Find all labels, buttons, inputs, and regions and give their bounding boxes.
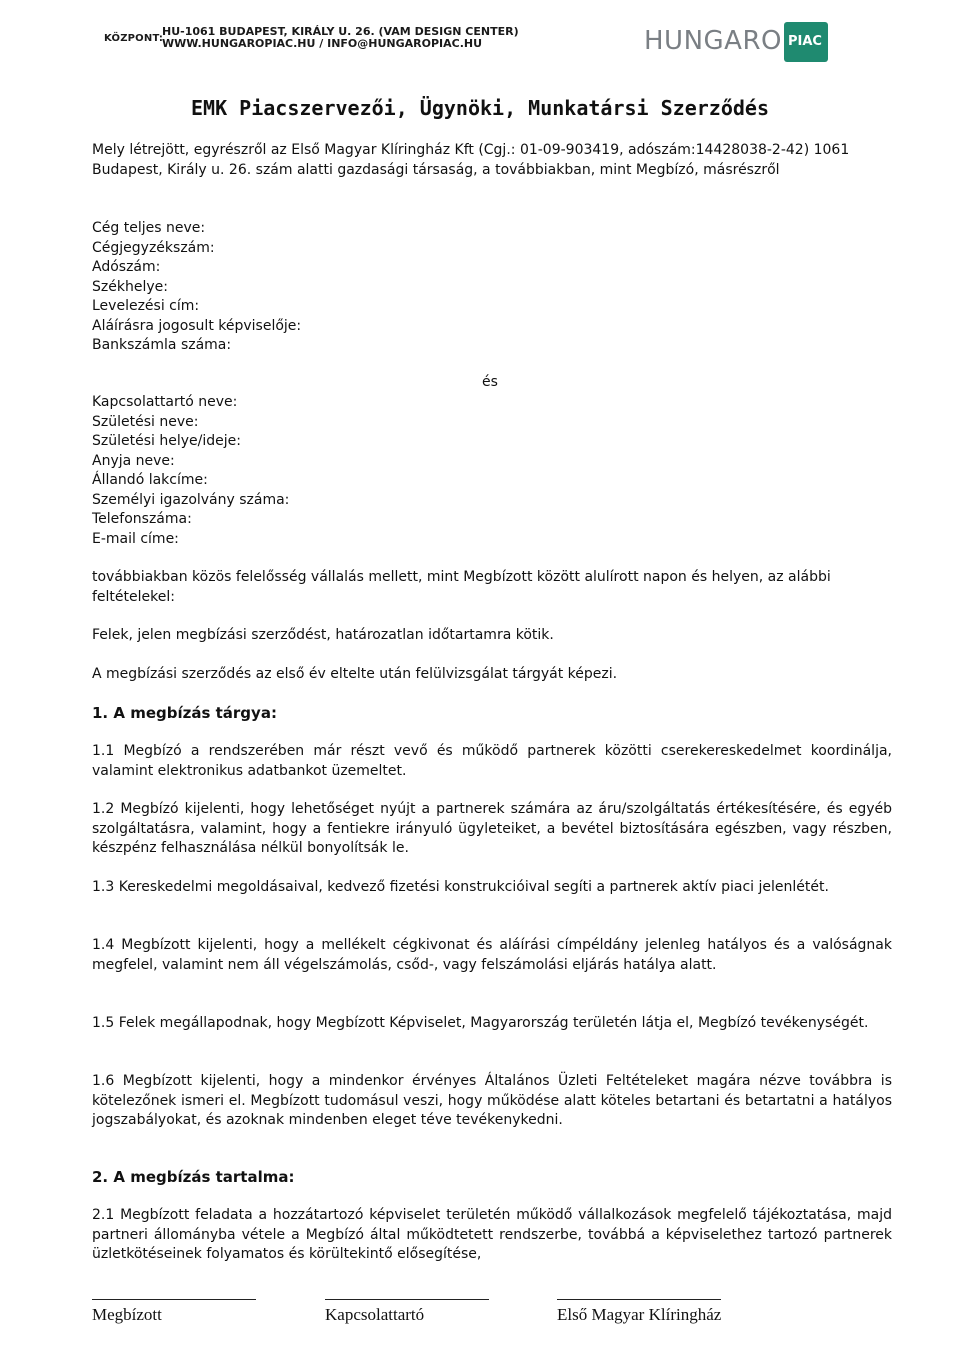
logo-word: HUNGARO	[644, 26, 782, 56]
contact-fields	[92, 393, 289, 549]
and-separator: és	[482, 374, 498, 390]
section-1-4: 1.4 Megbízott kijelenti, hogy a mellékelt cégkivonat és aláírási címpéldány jelenleg hatályos és a valóságnak megfelel, valamint nem áll végelszámolás, csőd-, vagy felszámolási eljárás hatálya alatt.	[92, 937, 892, 973]
signature-line-contact	[325, 1299, 489, 1300]
signature-line-agent	[92, 1299, 256, 1300]
signature-label-clearinghouse: Első Magyar Klíringház	[557, 1305, 722, 1324]
section-1-6: 1.6 Megbízott kijelenti, hogy a mindenkor érvényes Általános Üzleti Feltételeket magára nézve továbbra is kötelezőnek ismeri el. Megbízott tudomásul veszi, hogy működése alatt köteles betartani és betartatni a hatályos jogszabályokat, és azoknak mindenben eleget téve tevékenykedni.	[92, 1073, 892, 1128]
header-label: KÖZPONT:	[104, 33, 164, 44]
logo-box-text: PIAC	[788, 34, 822, 49]
field-mother-name: Anyja neve:	[92, 452, 175, 469]
logo-box	[784, 22, 828, 62]
header-web: WWW.HUNGAROPIAC.HU / INFO@HUNGAROPIAC.HU	[162, 37, 483, 50]
section-1-3: 1.3 Kereskedelmi megoldásaival, kedvező fizetési konstrukcióival segíti a partnerek aktív piaci jelenlétét.	[92, 879, 829, 895]
section-1-heading: 1. A megbízás tárgya:	[92, 704, 277, 722]
section-1-5: 1.5 Felek megállapodnak, hogy Megbízott Képviselet, Magyarország területén látja el, Megbízó tevékenységét.	[92, 1015, 869, 1031]
clause-duration: Felek, jelen megbízási szerződést, határozatlan időtartamra kötik.	[92, 627, 554, 643]
header-lines	[162, 26, 519, 50]
field-phone: Telefonszáma:	[92, 511, 192, 527]
after-fields-paragraph: továbbiakban közös felelősség vállalás mellett, mint Megbízott között alulírott napon és helyen, az alábbi feltételekel:	[92, 569, 831, 605]
hungaropiac-logo	[644, 22, 834, 62]
company-fields	[92, 219, 301, 356]
clause-review: A megbízási szerződés az első év eltelte után felülvizsgálat tárgyát képezi.	[92, 666, 618, 682]
section-1-1: 1.1 Megbízó a rendszerében már részt vevő és működő partnerek közötti cserekereskedelmet koordinálja, valamint elektronikus adatbankot üzemeltet.	[92, 743, 892, 779]
signature-label-agent: Megbízott	[92, 1305, 162, 1324]
field-permanent-address: Állandó lakcíme:	[92, 472, 208, 488]
intro-paragraph: Mely létrejött, egyrészről az Első Magyar Klíringház Kft (Cgj.: 01-09-903419, adószám:14428038-2-42) 1061 Budapest, Király u. 26. szám alatti gazdasági társaság, a továbbiakban, mint Megbízó, másrészről	[92, 142, 850, 178]
field-id-card-number: Személyi igazolvány száma:	[92, 491, 290, 508]
signature-line-clearinghouse	[557, 1299, 721, 1300]
field-bank-account: Bankszámla száma:	[92, 337, 232, 353]
field-contact-name: Kapcsolattartó neve:	[92, 394, 238, 410]
field-signatory: Aláírásra jogosult képviselője:	[92, 317, 302, 334]
section-2-heading: 2. A megbízás tartalma:	[92, 1168, 295, 1186]
signature-label-contact: Kapcsolattartó	[325, 1305, 425, 1324]
field-email: E-mail címe:	[92, 530, 179, 547]
field-registry-number: Cégjegyzékszám:	[92, 239, 215, 256]
field-birth-name: Születési neve:	[92, 413, 199, 430]
field-tax-number: Adószám:	[92, 259, 161, 275]
field-mailing-address: Levelezési cím:	[92, 298, 200, 314]
field-company-name: Cég teljes neve:	[92, 220, 206, 236]
field-birth-place-date: Születési helye/ideje:	[92, 433, 241, 449]
header-address: HU-1061 BUDAPEST, KIRÁLY U. 26. (VAM DESIGN CENTER)	[162, 25, 519, 38]
document-title: EMK Piacszervezői, Ügynöki, Munkatársi Szerződés	[191, 96, 769, 120]
section-2-1: 2.1 Megbízott feladata a hozzátartozó képviselet területén működő vállalkozások megfelelő tájékoztatása, majd partneri állományba vétele a Megbízó által működtetett rendszerbe, továbbá a képviselethez tartozó partnerek üzletkötéseinek folyamatos és körültekintő elősegítése,	[92, 1207, 892, 1262]
section-1-2: 1.2 Megbízó kijelenti, hogy lehetőséget nyújt a partnerek számára az áru/szolgáltatás értékesítésére, és egyéb szolgáltatásra, valamint, hogy a fentiekre irányuló ügyleteiket, a bevétel biztosítására egészben, vagy részben, készpénz felhasználása nélkül bonyolítsák le.	[92, 801, 892, 856]
field-seat: Székhelye:	[92, 278, 168, 295]
